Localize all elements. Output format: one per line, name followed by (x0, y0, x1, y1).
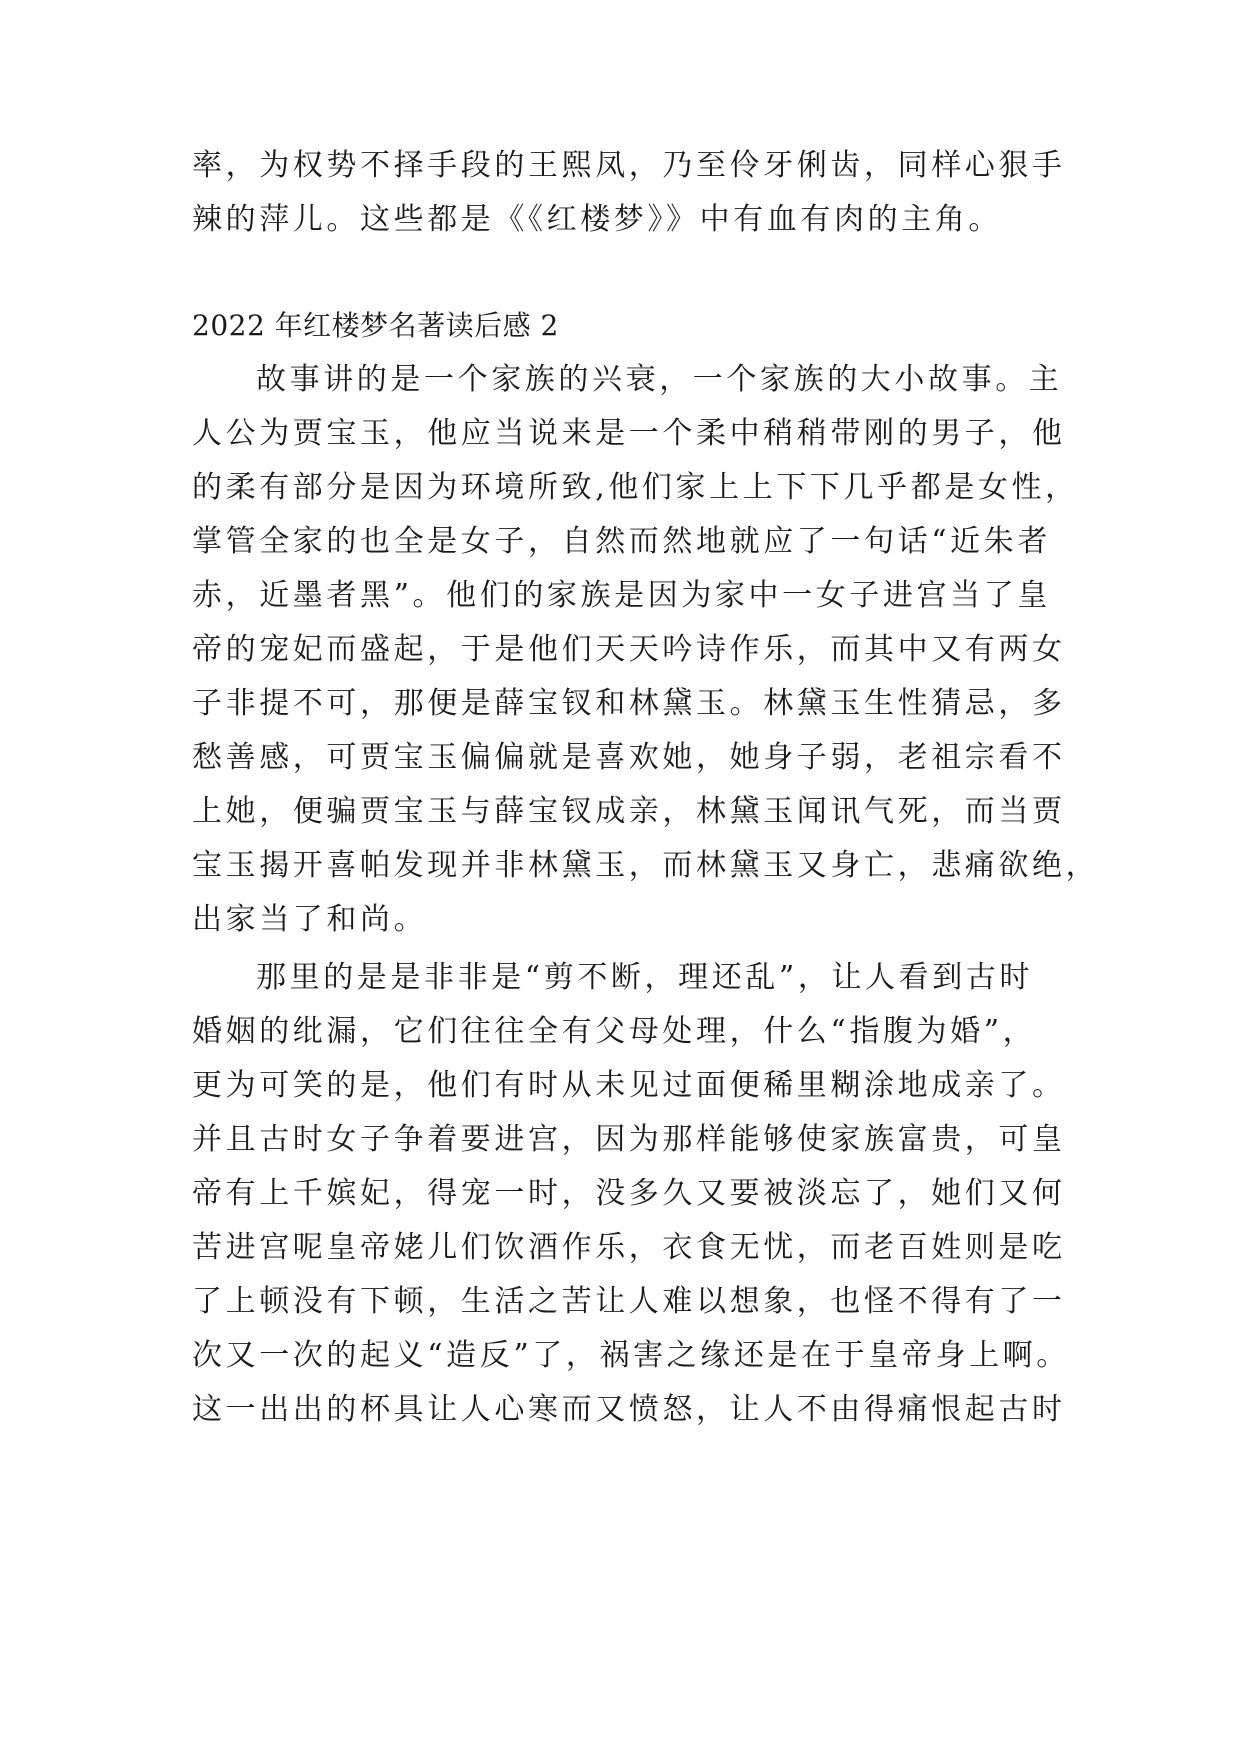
paragraph1-line-11: 出家当了和尚。 (192, 902, 428, 937)
paragraph1-line-2: 人公为贾宝玉，他应当说来是一个柔中稍稍带刚的男子，他 (192, 416, 1066, 451)
paragraph1-line-8: 愁善感，可贾宝玉偏偏就是喜欢她，她身子弱，老祖宗看不 (192, 740, 1066, 775)
paragraph1-line-1: 故事讲的是一个家族的兴衰，一个家族的大小故事。主 (256, 362, 1063, 397)
paragraph2-line-2: 婚姻的纰漏，它们往往全有父母处理，什么“指腹为婚”， (192, 1014, 1037, 1049)
section-heading: 2022 年红楼梦名著读后感 2 (192, 309, 559, 342)
paragraph1-line-5: 赤，近墨者黑”。他们的家族是因为家中一女子进宫当了皇 (192, 578, 1051, 613)
paragraph1-line-4: 掌管全家的也全是女子，自然而然地就应了一句话“近朱者 (192, 524, 1051, 559)
paragraph2-line-3: 更为可笑的是，他们有时从未见过面便稀里糊涂地成亲了。 (192, 1068, 1066, 1103)
paragraph1-line-7: 子非提不可，那便是薛宝钗和林黛玉。林黛玉生性猜忌，多 (192, 686, 1066, 721)
paragraph2-line-6: 苦进宫呢皇帝姥儿们饮酒作乐，衣食无忧，而老百姓则是吃 (192, 1230, 1066, 1265)
intro-line-2: 辣的萍儿。这些都是《《红楼梦》》中有血有肉的主角。 (192, 202, 1002, 237)
paragraph1-line-10: 宝玉揭开喜帕发现并非林黛玉，而林黛玉又身亡，悲痛欲绝， (192, 848, 1100, 883)
paragraph1-line-6: 帝的宠妃而盛起，于是他们天天吟诗作乐，而其中又有两女 (192, 632, 1066, 667)
intro-line-1: 率，为权势不择手段的王熙凤，乃至伶牙俐齿，同样心狠手 (192, 148, 1066, 183)
paragraph2-line-1: 那里的是是非非是“剪不断，理还乱”，让人看到古时 (256, 960, 1034, 995)
paragraph2-line-5: 帝有上千嫔妃，得宠一时，没多久又要被淡忘了，她们又何 (192, 1176, 1066, 1211)
paragraph2-line-4: 并且古时女子争着要进宫，因为那样能够使家族富贵，可皇 (192, 1122, 1066, 1157)
paragraph1-line-3: 的柔有部分是因为环境所致,他们家上上下下几乎都是女性， (192, 470, 1079, 505)
paragraph2-line-8: 次又一次的起义“造反”了，祸害之缘还是在于皇帝身上啊。 (192, 1338, 1070, 1373)
paragraph1-line-9: 上她，便骗贾宝玉与薛宝钗成亲，林黛玉闻讯气死，而当贾 (192, 794, 1066, 829)
paragraph2-line-9: 这一出出的杯具让人心寒而又愤怒，让人不由得痛恨起古时 (192, 1392, 1066, 1427)
paragraph2-line-7: 了上顿没有下顿，生活之苦让人难以想象，也怪不得有了一 (192, 1284, 1066, 1319)
